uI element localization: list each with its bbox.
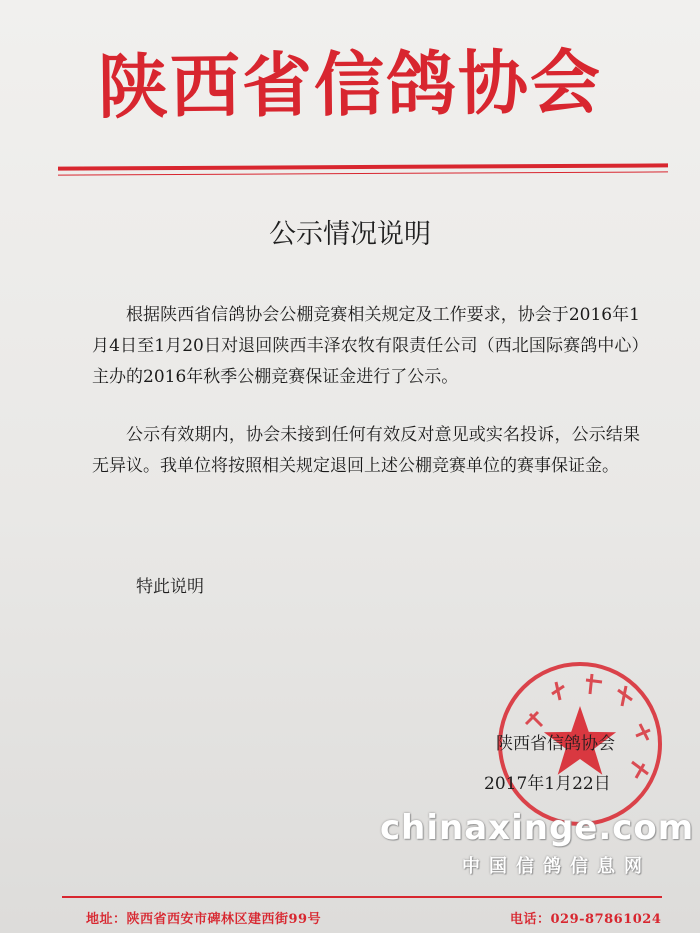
sign-date: 2017年1月22日 xyxy=(484,774,611,794)
watermark-url: chinaxinge.com xyxy=(380,808,695,848)
letterhead-title: 陕西省信鸽协会 xyxy=(97,41,603,129)
letterhead-rule-thick xyxy=(58,163,668,170)
watermark-site-name: 中国信鸽信息网 xyxy=(462,856,651,877)
footer-address: 地址：陕西省西安市碑林区建西街99号 xyxy=(86,912,322,927)
footer-rule xyxy=(62,896,662,898)
signer-organization: 陕西省信鸽协会 xyxy=(496,734,615,754)
body-paragraph-2: 公示有效期内，协会未接到任何有效反对意见或实名投诉，公示结果无异议。我单位将按照相关规定退回上述公棚竞赛单位的赛事保证金。 xyxy=(92,425,640,476)
footer-phone: 电话：029-87861024 xyxy=(510,912,662,927)
document-title: 公示情况说明 xyxy=(269,219,431,250)
closing-statement: 特此说明 xyxy=(136,577,204,597)
letterhead-rule-thin xyxy=(58,171,668,175)
body-paragraph-1: 根据陕西省信鸽协会公棚竞赛相关规定及工作要求，协会于2016年1月4日至1月20日对退回陕西丰泽农牧有限责任公司（西北国际赛鸽中心）主办的2016年秋季公棚竞赛保证金进行了公示。 xyxy=(92,305,640,387)
